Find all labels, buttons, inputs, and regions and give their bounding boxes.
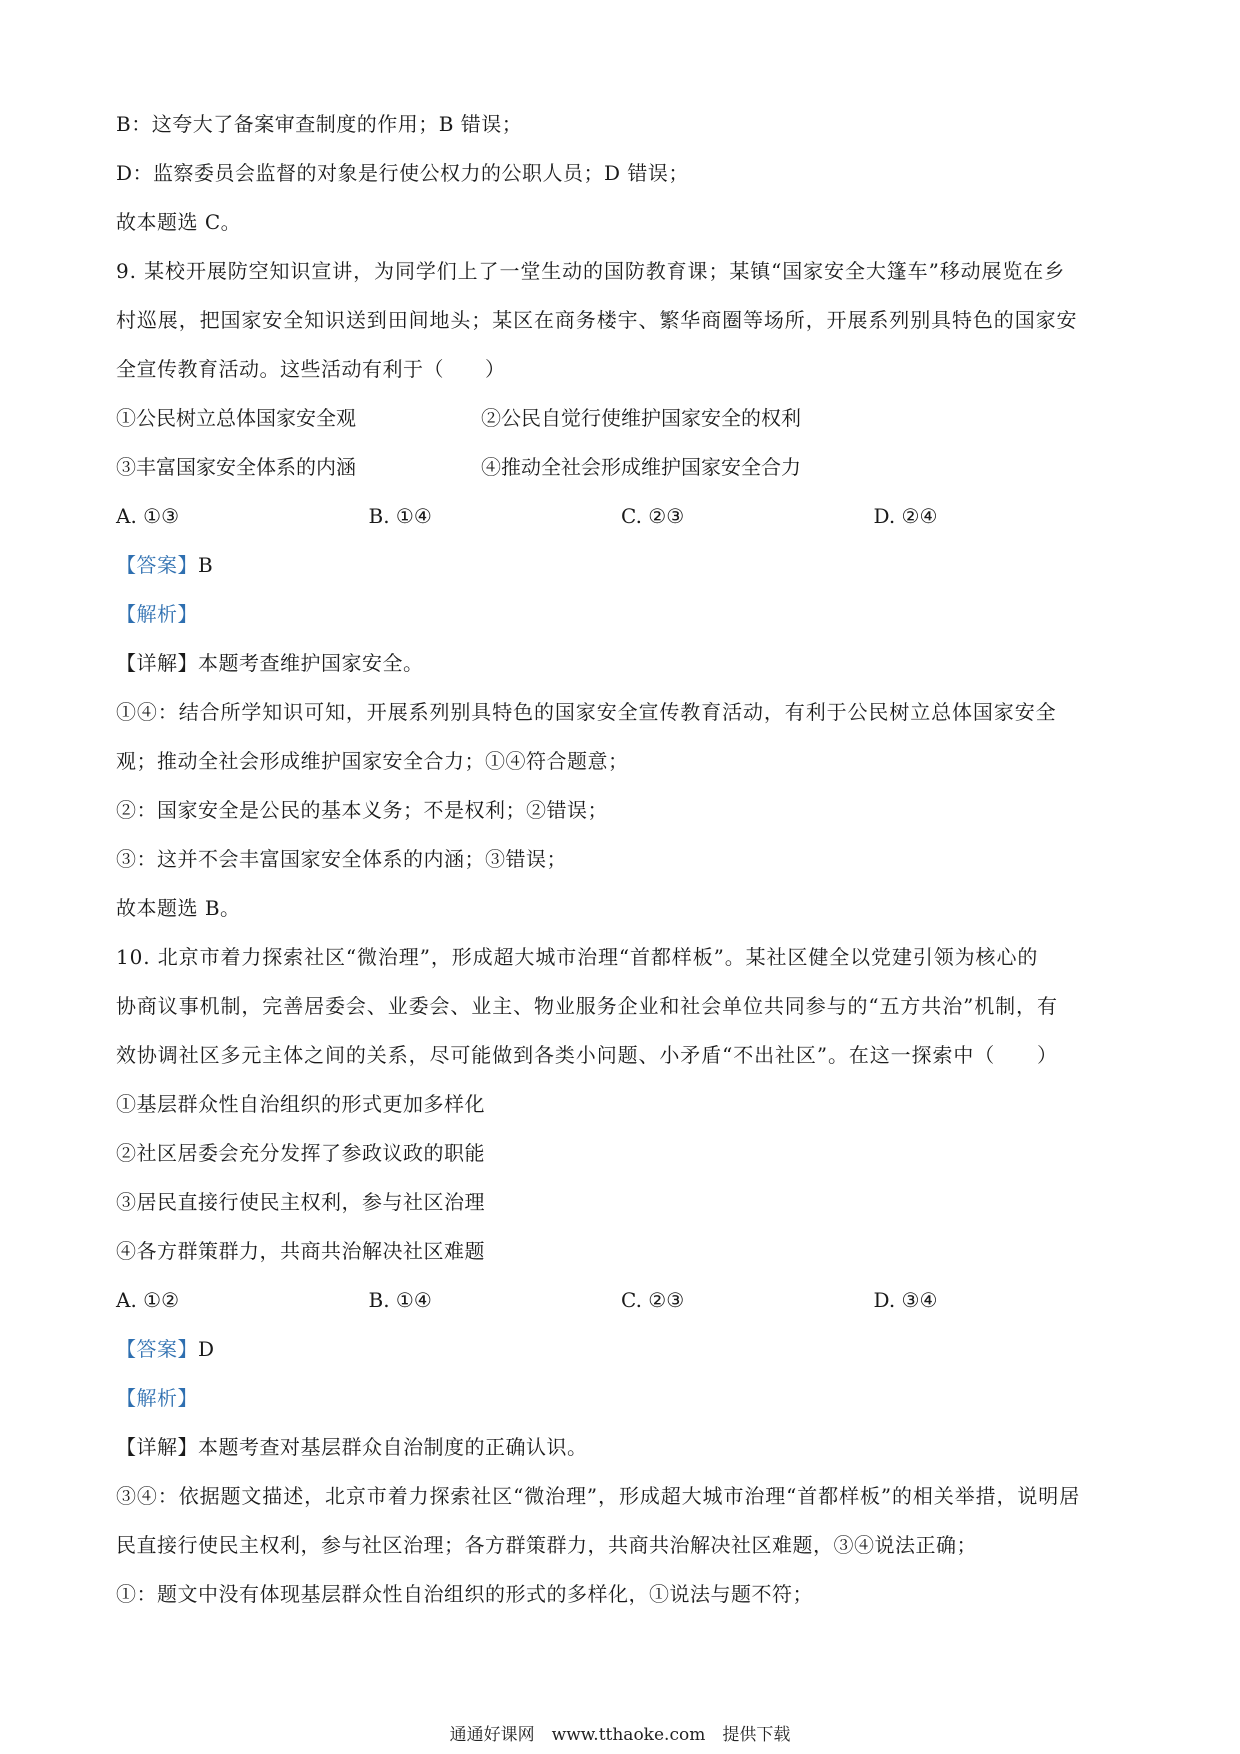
page-footer: 通通好课网 www.tthaoke.com 提供下载 [449, 1725, 791, 1745]
answer-options [116, 1276, 1126, 1325]
text-line: B：这夸大了备案审查制度的作用；B 错误； [116, 112, 523, 136]
detail-line: 故本题选 B。 [116, 896, 241, 920]
detail-line: ③④：依据题文描述，北京市着力探索社区“微治理”，形成超大城市治理“首都样板”的相关举措，说明居 [116, 1484, 1081, 1508]
option-c: C. ②③ [621, 504, 685, 528]
question-9 [116, 247, 1126, 933]
detail-line: 【详解】本题考查维护国家安全。 [116, 651, 424, 675]
text-line: 故本题选 C。 [116, 210, 242, 234]
text-line: D：监察委员会监督的对象是行使公权力的公职人员；D 错误； [116, 161, 689, 185]
option-a: A. ①② [116, 1288, 180, 1312]
statement: ①公民树立总体国家安全观 [116, 406, 356, 430]
answer-options [116, 492, 1126, 541]
answer-value: B [198, 553, 214, 577]
statement: ②社区居委会充分发挥了参政议政的职能 [116, 1141, 485, 1165]
answer-line [116, 1325, 1126, 1374]
statement: ③丰富国家安全体系的内涵 [116, 455, 356, 479]
option-b: B. ①④ [368, 1288, 432, 1312]
detail-line: 【详解】本题考查对基层群众自治制度的正确认识。 [116, 1435, 588, 1459]
question-stem-line: 全宣传教育活动。这些活动有利于（ ） [116, 357, 506, 381]
statement: ②公民自觉行使维护国家安全的权利 [481, 406, 801, 430]
statement-row [116, 443, 1126, 492]
statement: ④推动全社会形成维护国家安全合力 [481, 455, 801, 479]
detail-line: 观；推动全社会形成维护国家安全合力；①④符合题意； [116, 749, 629, 773]
answer-tag: 【答案】 [116, 1337, 198, 1361]
question-stem-line: 效协调社区多元主体之间的关系，尽可能做到各类小问题、小矛盾“不出社区”。在这一探索中（ ） [116, 1043, 1058, 1067]
option-d: D. ②④ [873, 504, 938, 528]
answer-tag: 【答案】 [116, 553, 198, 577]
detail-line: ③：这并不会丰富国家安全体系的内涵；③错误； [116, 847, 567, 871]
question-10 [116, 933, 1126, 1619]
option-b: B. ①④ [368, 504, 432, 528]
option-a: A. ①③ [116, 504, 180, 528]
option-d: D. ③④ [873, 1288, 938, 1312]
statement: ③居民直接行使民主权利，参与社区治理 [116, 1190, 485, 1214]
statement: ④各方群策群力，共商共治解决社区难题 [116, 1239, 485, 1263]
statement-row [116, 394, 1126, 443]
analysis-tag: 【解析】 [116, 1386, 198, 1410]
page-content [116, 100, 1126, 1619]
analysis-line [116, 590, 1126, 639]
detail-line: ①：题文中没有体现基层群众性自治组织的形式的多样化，①说法与题不符； [116, 1582, 813, 1606]
detail-line: 民直接行使民主权利，参与社区治理；各方群策群力，共商共治解决社区难题，③④说法正确； [116, 1533, 977, 1557]
analysis-tag: 【解析】 [116, 602, 198, 626]
option-c: C. ②③ [621, 1288, 685, 1312]
question-stem-line: 9. 某校开展防空知识宣讲，为同学们上了一堂生动的国防教育课；某镇“国家安全大篷车”移动展览在乡 [116, 259, 1066, 283]
analysis-line [116, 1374, 1126, 1423]
question-stem-line: 协商议事机制，完善居委会、业委会、业主、物业服务企业和社会单位共同参与的“五方共治”机制，有 [116, 994, 1058, 1018]
question-stem-line: 村巡展，把国家安全知识送到田间地头；某区在商务楼宇、繁华商圈等场所，开展系列别具特色的国家安 [116, 308, 1078, 332]
detail-line: ①④：结合所学知识可知，开展系列别具特色的国家安全宣传教育活动，有利于公民树立总体国家安全 [116, 700, 1057, 724]
answer-line [116, 541, 1126, 590]
answer-value: D [198, 1337, 215, 1361]
question-stem-line: 10. 北京市着力探索社区“微治理”，形成超大城市治理“首都样板”。某社区健全以党建引领为核心的 [116, 945, 1039, 969]
detail-line: ②：国家安全是公民的基本义务；不是权利；②错误； [116, 798, 608, 822]
statement: ①基层群众性自治组织的形式更加多样化 [116, 1092, 485, 1116]
